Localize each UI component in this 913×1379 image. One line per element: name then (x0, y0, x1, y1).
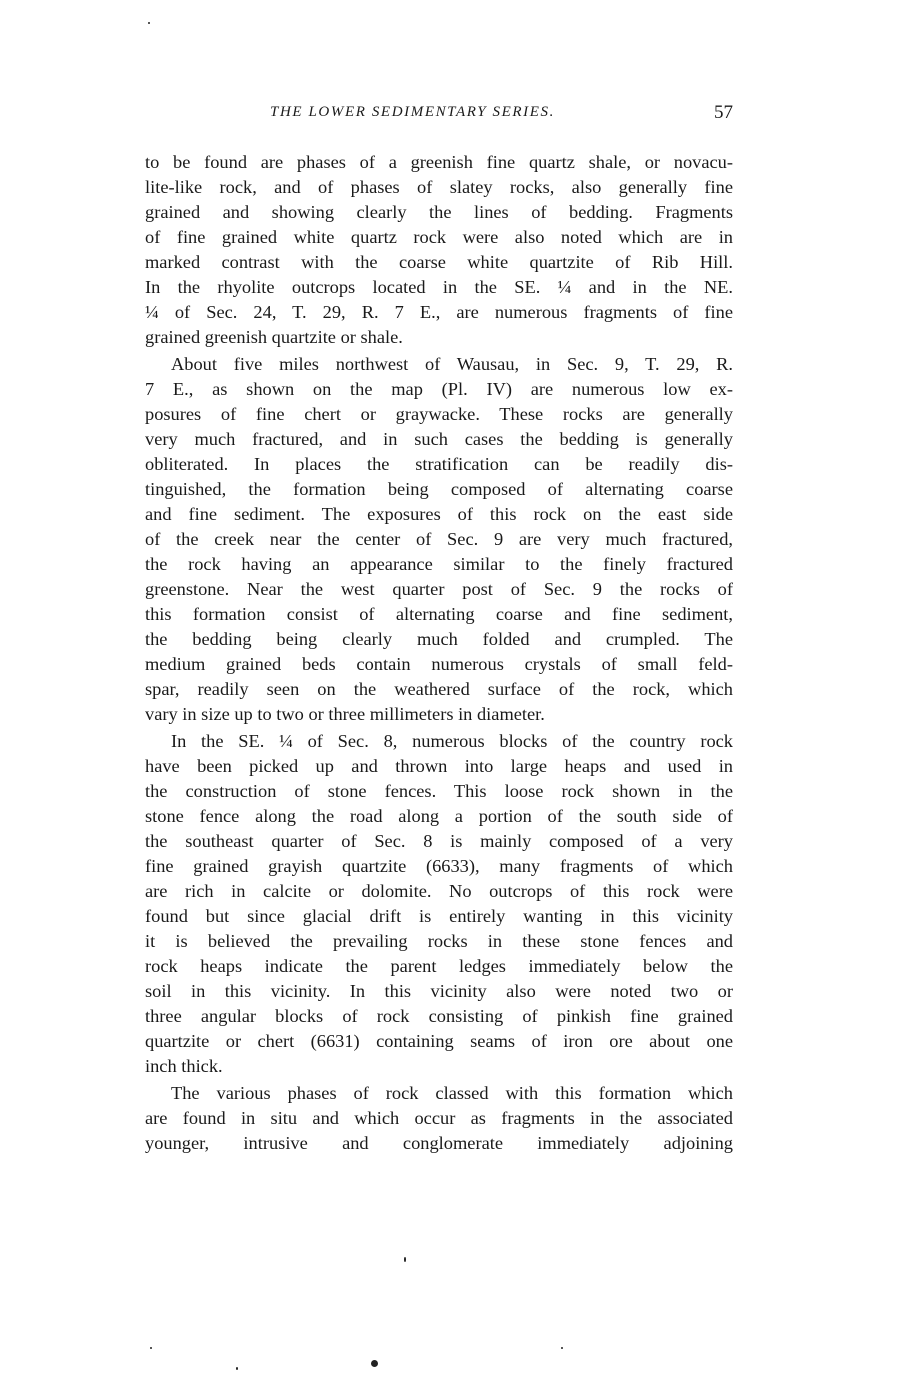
text-line: are found in situ and which occur as fragments in the associated (145, 1108, 733, 1128)
body-text (145, 150, 733, 1158)
text-line: About five miles northwest of Wausau, in Sec. 9, T. 29, R. (171, 354, 733, 374)
text-line: spar, readily seen on the weathered surface of the rock, which (145, 679, 733, 699)
text-line: posures of fine chert or graywacke. These rocks are generally (145, 404, 733, 424)
scan-speck (148, 22, 150, 24)
page-number: 57 (714, 102, 733, 123)
scan-speck (236, 1367, 238, 1370)
paragraph (145, 1081, 733, 1156)
paragraph (145, 729, 733, 1079)
text-line: it is believed the prevailing rocks in these stone fences and (145, 931, 733, 951)
text-line: this formation consist of alternating coarse and fine sediment, (145, 604, 733, 624)
text-line: grained greenish quartzite or shale. (145, 327, 403, 347)
text-line: The various phases of rock classed with this formation which (171, 1083, 733, 1103)
text-line: soil in this vicinity. In this vicinity also were noted two or (145, 981, 733, 1001)
text-line: vary in size up to two or three millimeters in diameter. (145, 704, 545, 724)
text-line: greenstone. Near the west quarter post of Sec. 9 the rocks of (145, 579, 733, 599)
text-line: of the creek near the center of Sec. 9 are very much fractured, (145, 529, 733, 549)
text-line: are rich in calcite or dolomite. No outcrops of this rock were (145, 881, 733, 901)
text-line: three angular blocks of rock consisting of pinkish fine grained (145, 1006, 733, 1026)
text-line: In the rhyolite outcrops located in the SE. ¼ and in the NE. (145, 277, 733, 297)
text-line: tinguished, the formation being composed of alternating coarse (145, 479, 733, 499)
text-line: medium grained beds contain numerous crystals of small feld- (145, 654, 733, 674)
text-line: the southeast quarter of Sec. 8 is mainly composed of a very (145, 831, 733, 851)
text-line: marked contrast with the coarse white quartzite of Rib Hill. (145, 252, 733, 272)
text-line: stone fence along the road along a portion of the south side of (145, 806, 733, 826)
scan-speck (404, 1257, 406, 1262)
text-line: inch thick. (145, 1056, 223, 1076)
text-line: quartzite or chert (6631) containing seams of iron ore about one (145, 1031, 733, 1051)
text-line: found but since glacial drift is entirely wanting in this vicinity (145, 906, 733, 926)
text-line: the rock having an appearance similar to the finely fractured (145, 554, 733, 574)
scan-speck (371, 1360, 378, 1367)
text-line: very much fractured, and in such cases the bedding is generally (145, 429, 733, 449)
text-line: In the SE. ¼ of Sec. 8, numerous blocks of the country rock (171, 731, 733, 751)
text-line: obliterated. In places the stratification can be readily dis- (145, 454, 733, 474)
paragraph (145, 352, 733, 727)
running-title: THE LOWER SEDIMENTARY SERIES. (270, 104, 555, 120)
scan-speck (150, 1347, 152, 1349)
text-line: the bedding being clearly much folded and crumpled. The (145, 629, 733, 649)
text-line: lite-like rock, and of phases of slatey rocks, also generally fine (145, 177, 733, 197)
text-line: younger, intrusive and conglomerate immediately adjoining (145, 1133, 733, 1153)
text-line: ¼ of Sec. 24, T. 29, R. 7 E., are numerous fragments of fine (145, 302, 733, 322)
text-line: 7 E., as shown on the map (Pl. IV) are numerous low ex- (145, 379, 733, 399)
text-line: have been picked up and thrown into large heaps and used in (145, 756, 733, 776)
text-line: the construction of stone fences. This loose rock shown in the (145, 781, 733, 801)
text-line: and fine sediment. The exposures of this rock on the east side (145, 504, 733, 524)
scan-speck (561, 1347, 563, 1349)
text-line: grained and showing clearly the lines of bedding. Fragments (145, 202, 733, 222)
text-line: fine grained grayish quartzite (6633), many fragments of which (145, 856, 733, 876)
paragraph (145, 150, 733, 350)
text-line: rock heaps indicate the parent ledges immediately below the (145, 956, 733, 976)
text-line: to be found are phases of a greenish fine quartz shale, or novacu- (145, 152, 733, 172)
text-line: of fine grained white quartz rock were also noted which are in (145, 227, 733, 247)
running-head (145, 96, 735, 126)
